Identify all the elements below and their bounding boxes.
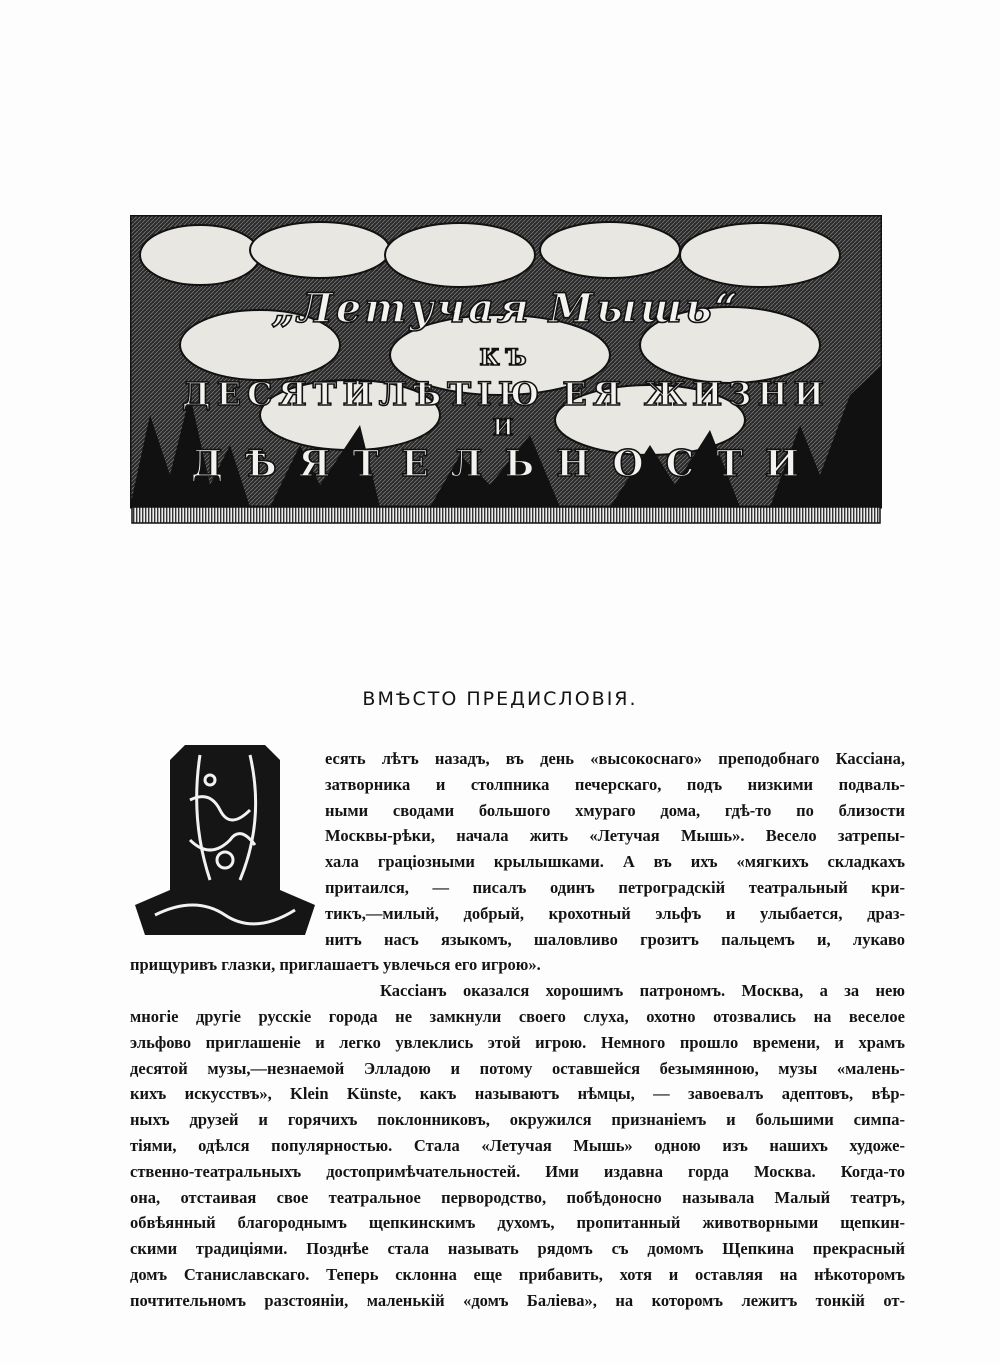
- banner-subtitle-line: ДЕСЯТИЛѢТІЮ ЕЯ ЖИЗНИ: [182, 375, 830, 413]
- title-banner-woodcut: [130, 215, 882, 525]
- text-line: ными сводами большого хмураго дома, гдѣ-то по близости: [325, 800, 905, 820]
- text-line: ныхъ друзей и горячихъ поклонниковъ, окружился признаніемъ и большими симпа-: [130, 1110, 905, 1130]
- text-line: эльфово приглашеніе и легко увлеклись этой игрою. Немного прошло времени, и храмъ: [130, 1032, 905, 1052]
- text-line: почтительномъ разстояніи, маленькій «домъ Баліева», на которомъ лежитъ тонкій от-: [130, 1290, 905, 1310]
- text-line: десятой музы,—незнаемой Элладою и потому оставшейся безымянною, музы «малень-: [130, 1058, 905, 1078]
- text-line: обвѣянный благороднымъ щепкинскимъ духомъ, пропитанный животворными щепкин-: [130, 1213, 905, 1233]
- section-heading: ВМѢСТО ПРЕДИСЛОВІЯ.: [362, 688, 638, 710]
- text-line: нитъ насъ языкомъ, шаловливо грозитъ пальцемъ и, лукаво: [325, 929, 905, 949]
- text-line: многіе другіе русскіе города не замкнули своего слуха, охотно отозвались на веселое: [130, 1006, 905, 1026]
- text-line: тикъ,—милый, добрый, крохотный эльфъ и улыбается, драз-: [325, 903, 905, 923]
- text-line: Кассіанъ оказался хорошимъ патрономъ. Москва, а за нею: [380, 981, 905, 1001]
- banner-title: „Летучая Мышь“: [271, 285, 741, 332]
- text-line: притаился, — писалъ одинъ петроградскій театральный кри-: [325, 877, 905, 897]
- text-line: скими традиціями. Позднѣе стала называть рядомъ съ домомъ Щепкина прекрасный: [130, 1239, 905, 1259]
- text-line: затворника и столпника печерскаго, подъ низкими подваль-: [325, 774, 905, 794]
- banner-subtitle-line: И: [492, 415, 520, 441]
- text-line: домъ Станиславскаго. Теперь склонна еще прибавить, хотя и оставляя на нѣкоторомъ: [130, 1264, 905, 1284]
- text-line: кихъ искусствъ», Klein Künste, какъ называютъ нѣмцы, — завоевалъ адептовъ, вѣр-: [130, 1084, 905, 1104]
- text-line: ственно-театральныхъ достопримѣчательностей. Ими издавна горда Москва. Когда-то: [130, 1161, 905, 1181]
- text-line: есять лѣтъ назадъ, въ день «высокоснаго» преподобнаго Кассіана,: [325, 749, 905, 768]
- banner-subtitle-line: КЪ: [479, 345, 533, 371]
- article-body: [130, 746, 905, 1314]
- text-line: она, отстаивая свое театральное первородство, побѣдоносно называла Малый театръ,: [130, 1187, 905, 1207]
- text-line: Москвы-рѣки, начала жить «Летучая Мышь». Весело затрепы-: [325, 826, 905, 846]
- ornamental-drop-cap-d: [130, 740, 320, 943]
- paragraph-2: [130, 978, 905, 1313]
- text-line: прищуривъ глазки, приглашаетъ увлечься его игрою».: [130, 955, 541, 975]
- text-line: хала граціозными крылышками. А въ ихъ «мягкихъ складкахъ: [325, 852, 905, 872]
- text-line: тіями, одѣлся популярностью. Стала «Летучая Мышь» одною изъ нашихъ художе-: [130, 1135, 905, 1155]
- banner-subtitle-line: ДѢЯТЕЛЬНОСТИ: [190, 443, 822, 485]
